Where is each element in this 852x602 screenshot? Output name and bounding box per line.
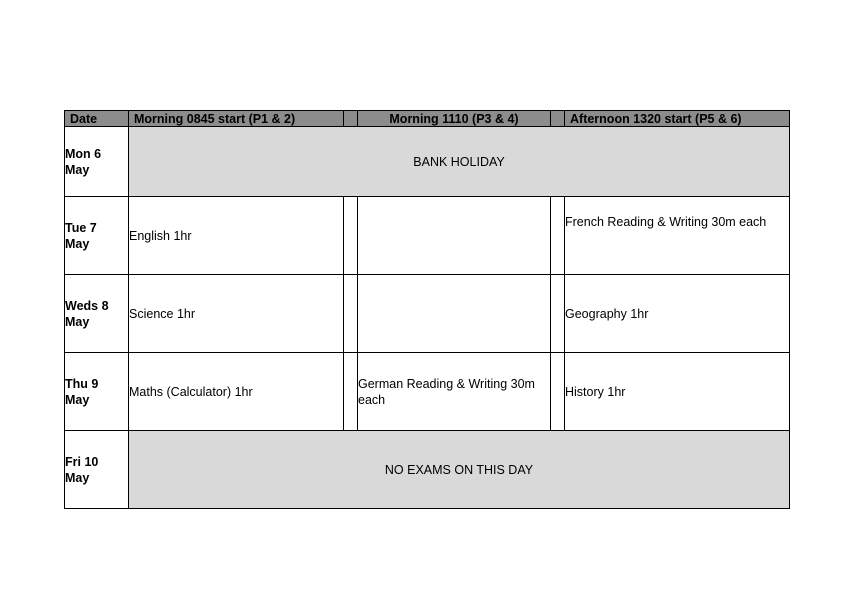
table-row [65,353,790,431]
morning-0845-cell: Maths (Calculator) 1hr [129,353,344,431]
morning-1110-cell: German Reading & Writing 30m each [358,353,551,431]
exam-timetable [64,110,790,509]
date-cell [65,275,129,353]
date-day: Fri 10 [65,454,99,469]
afternoon-1320-cell: French Reading & Writing 30m each [565,197,790,275]
header-morning-1110: Morning 1110 (P3 & 4) [358,111,551,127]
header-gap [344,111,358,127]
date-cell [65,127,129,197]
gap-cell [551,275,565,353]
date-cell [65,431,129,509]
gap-cell [344,275,358,353]
morning-1110-cell [358,197,551,275]
morning-0845-cell: Science 1hr [129,275,344,353]
table-row [65,127,790,197]
date-day: Mon 6 [65,146,102,161]
table-row [65,275,790,353]
date-month: May [65,162,90,177]
header-gap [551,111,565,127]
header-afternoon-1320: Afternoon 1320 start (P5 & 6) [565,111,790,127]
table-row [65,431,790,509]
no-exams-banner: NO EXAMS ON THIS DAY [129,431,790,509]
header-date: Date [65,111,129,127]
date-month: May [65,314,90,329]
date-month: May [65,392,90,407]
table-row [65,197,790,275]
header-row [65,111,790,127]
bank-holiday-banner: BANK HOLIDAY [129,127,790,197]
gap-cell [344,353,358,431]
gap-cell [344,197,358,275]
morning-0845-cell: English 1hr [129,197,344,275]
afternoon-1320-cell: History 1hr [565,353,790,431]
gap-cell [551,197,565,275]
afternoon-1320-cell: Geography 1hr [565,275,790,353]
date-day: Thu 9 [65,376,99,391]
header-morning-0845: Morning 0845 start (P1 & 2) [129,111,344,127]
morning-1110-cell [358,275,551,353]
gap-cell [551,353,565,431]
date-day: Tue 7 [65,220,97,235]
date-cell [65,197,129,275]
date-cell [65,353,129,431]
date-month: May [65,236,90,251]
date-month: May [65,470,90,485]
date-day: Weds 8 [65,298,109,313]
